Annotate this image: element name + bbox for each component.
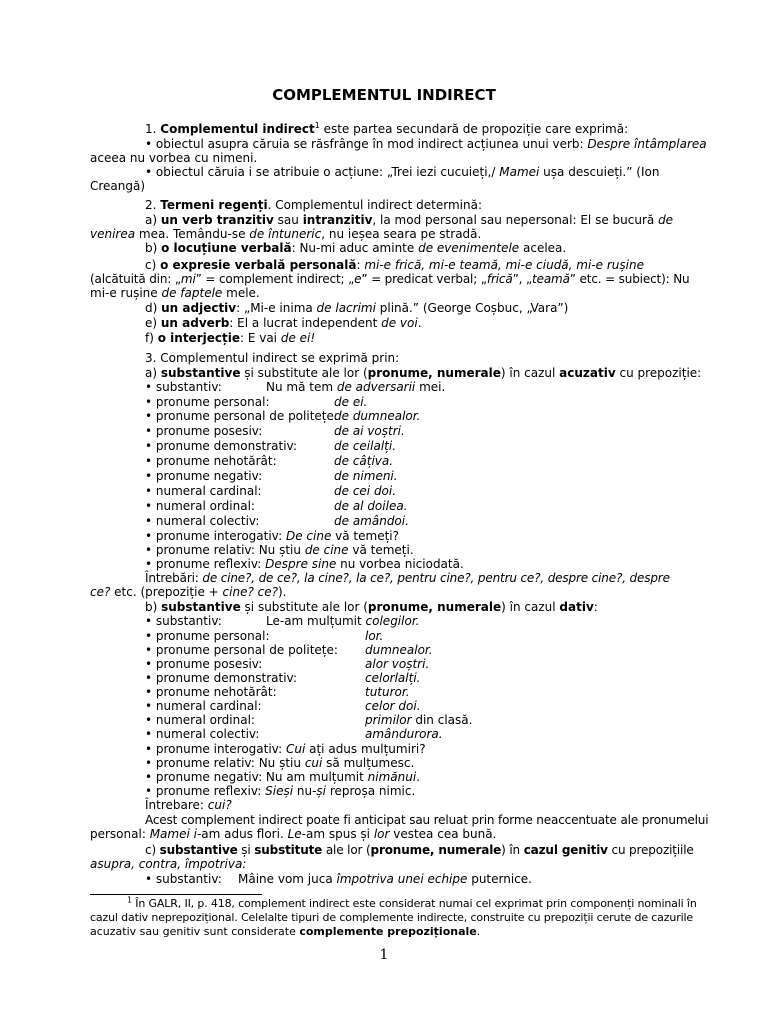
dat-row-example: lor. [365,629,384,643]
dat-question: Întrebare: cui? [145,798,232,812]
dat-note-cont: personal: Mamei i-am adus flori. Le-am spus și lor vestea cea bună. [90,827,497,841]
dat-row-example: Le-am mulțumit colegilor. [266,614,420,628]
section-2-item-e: e) un adverb: El a lucrat independent de voi. [145,316,422,330]
section-2-item-c-cont: (alcătuită din: „mi” = complement indirect; „e” = predicat verbal; „frică”, „teamă” etc. = subiect): Nu [90,272,690,286]
acc-row-example: de dumnealor. [334,409,421,423]
dat-row-example: celor doi. [365,699,421,713]
dat-row: • numeral colectiv: [145,727,260,741]
section-2-heading: 2. Termeni regenți. Complementul indirect determină: [145,198,482,212]
dat-row: • pronume nehotărât: [145,685,277,699]
acc-row-example: Nu mă tem de adversarii mei. [266,380,446,394]
dat-row-example: primilor din clasă. [365,713,473,727]
section-1-bullet-2: • obiectul căruia i se atribuie o acțiune: „Trei iezi cucuieți,/ Mamei ușa descuieți.” (Ion [145,165,660,179]
section-2-item-c-cont-2: mi-e rușine de faptele mele. [90,286,260,300]
dat-row-example: amândurora. [365,727,443,741]
acc-row-example: de cei doi. [334,484,397,498]
section-3-item-c: c) substantive și substitute ale lor (pronume, numerale) în cazul genitiv cu prepozițiile [145,843,694,857]
acc-row-example: de nimeni. [334,469,398,483]
acc-row: • pronume personal: [145,395,270,409]
acc-row: • pronume demonstrativ: [145,439,298,453]
section-3-item-b: b) substantive și substitute ale lor (pronume, numerale) în cazul dativ: [145,600,598,614]
dat-interrogative: • pronume interogativ: Cui ați adus mulțumiri? [145,742,426,756]
gen-row: • substantiv: [145,872,222,886]
dat-row-example: tuturor. [365,685,410,699]
footnote-line-1: $^1$ În GALR, II, p. 418, complement indirect este considerat numai cel exprimat prin componenți nominali în [127,895,697,910]
dat-reflexive: • pronume reflexiv: Sieși nu-și reproșa nimic. [145,784,416,798]
dat-relative: • pronume relativ: Nu știu cui să mulțumesc. [145,756,415,770]
dat-row: • pronume demonstrativ: [145,671,298,685]
acc-row: • pronume personal de politețe: [145,409,338,423]
acc-row: • pronume posesiv: [145,424,263,438]
dat-row: • pronume posesiv: [145,657,263,671]
gen-row-example: Mâine vom juca împotriva unei echipe puternice. [238,872,532,886]
dat-row: • substantiv: [145,614,222,628]
acc-row-example: de câțiva. [334,454,394,468]
acc-row-example: de ceilalți. [334,439,397,453]
section-2-item-c: c) o expresie verbală personală: mi-e frică, mi-e teamă, mi-e ciudă, mi-e rușine [145,258,644,272]
section-3-intro: 3. Complementul indirect se exprimă prin: [145,351,400,365]
acc-relative: • pronume relativ: Nu știu de cine vă temeți. [145,543,414,557]
section-1-bullet-1: • obiectul asupra căruia se răsfrânge în mod indirect acțiunea unui verb: Despre întâmplarea [145,137,707,151]
acc-questions: Întrebări: de cine?, de ce?, la cine?, la ce?, pentru cine?, pentru ce?, despre cine?, despre [145,571,670,585]
dat-row-example: dumnealor. [365,643,433,657]
acc-row: • numeral ordinal: [145,499,255,513]
section-1-bullet-1-cont: aceea nu vorbea cu nimeni. [90,151,258,165]
dat-row-example: alor voștri. [365,657,430,671]
dat-row-example: celorlalți. [365,671,421,685]
dat-note: Acest complement indirect poate fi anticipat sau reluat prin forme neaccentuate ale pronumelui [145,813,709,827]
acc-row: • substantiv: [145,380,222,394]
acc-row-example: de al doilea. [334,499,408,513]
dat-negative: • pronume negativ: Nu am mulțumit nimănui. [145,770,421,784]
acc-row: • pronume negativ: [145,469,263,483]
section-2-item-a: a) un verb tranzitiv sau intranzitiv, la mod personal sau nepersonal: El se bucură de [145,213,674,227]
dat-row: • numeral cardinal: [145,699,262,713]
acc-row-example: de ei. [334,395,368,409]
acc-row: • numeral cardinal: [145,484,262,498]
section-2-item-a-cont: venirea mea. Temându-se de întuneric, nu ieșea seara pe stradă. [90,227,482,241]
dat-row: • pronume personal: [145,629,270,643]
page-number: 1 [379,947,389,963]
acc-row: • pronume nehotărât: [145,454,277,468]
section-2-item-d: d) un adjectiv: „Mi-e inima de lacrimi plină.” (George Coșbuc, „Vara”) [145,301,569,315]
footnote-separator [90,894,262,895]
section-3-item-c-cont: asupra, contra, împotriva: [90,857,247,871]
section-2-item-b: b) o locuțiune verbală: Nu-mi aduc aminte de evenimentele acelea. [145,241,567,255]
dat-row: • numeral ordinal: [145,713,255,727]
section-2-item-f: f) o interjecție: E vai de ei! [145,331,316,345]
acc-questions-cont: ce? etc. (prepoziție + cine? ce?). [90,585,287,599]
acc-row-example: de ai voștri. [334,424,405,438]
footnote-line-2: cazul dativ neprepozițional. Celelalte tipuri de complemente indirecte, construite cu prepoziții cerute de cazurile [90,911,694,924]
section-3-item-a: a) substantive și substitute ale lor (pronume, numerale) în cazul acuzativ cu prepoziție: [145,366,702,380]
section-1-definition: 1. Complementul indirect$^1$ este partea secundară de propoziție care exprimă: [145,121,629,136]
acc-row-example: de amândoi. [334,514,409,528]
footnote-line-3: acuzativ sau genitiv sunt considerate complemente prepoziționale. [90,925,481,938]
page-title: COMPLEMENTUL INDIRECT [272,86,496,104]
acc-reflexive: • pronume reflexiv: Despre sine nu vorbea niciodată. [145,557,464,571]
dat-row: • pronume personal de politețe: [145,643,338,657]
section-1-bullet-2-cont: Creangă) [90,179,146,193]
acc-row: • numeral colectiv: [145,514,260,528]
acc-interrogative: • pronume interogativ: De cine vă temeți? [145,529,399,543]
